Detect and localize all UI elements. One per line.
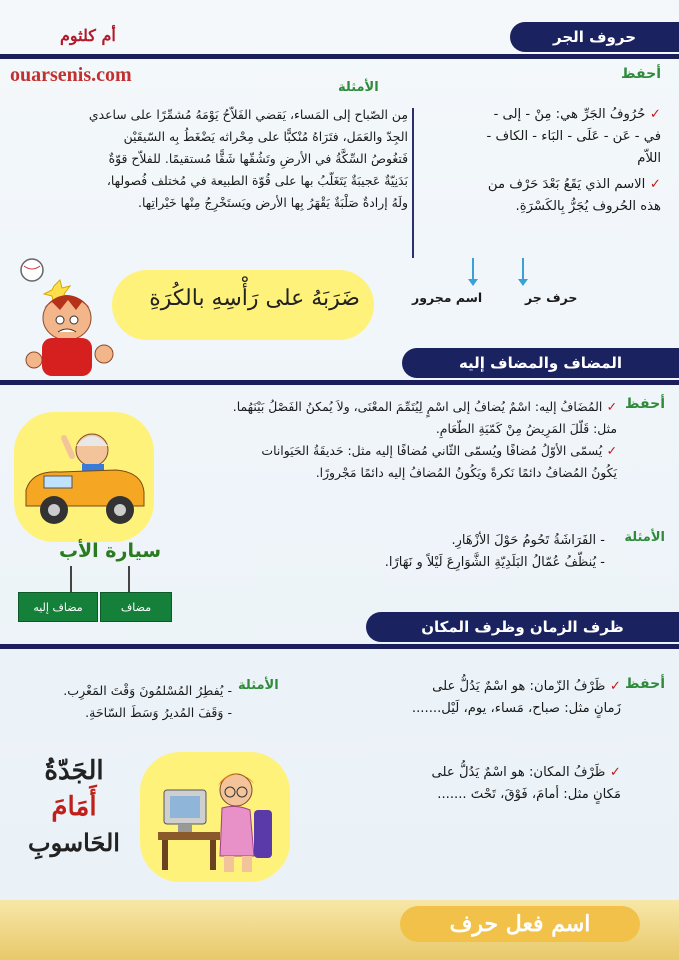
- arrow-icon: [472, 258, 474, 280]
- idafa-caption: سيارة الأب: [58, 540, 162, 562]
- tag-mudaf-ilayh: مضاف إليه: [18, 592, 98, 622]
- connector-line: [70, 566, 72, 592]
- section-band: [0, 54, 679, 59]
- tag-mudaf: مضاف: [100, 592, 172, 622]
- check-icon: ✓: [602, 399, 617, 414]
- check-icon: ✓: [605, 679, 621, 694]
- examples-label: الأمثلة: [238, 678, 279, 693]
- section-title-idafa: المضاف والمضاف إليه: [402, 348, 679, 378]
- examples-label: الأمثلة: [624, 530, 665, 545]
- check-icon: ✓: [645, 177, 661, 192]
- man-driving-car-illustration: [20, 420, 150, 532]
- examples-label: الأمثلة: [338, 80, 379, 95]
- connector-line: [128, 566, 130, 592]
- rule-prepositions: ✓ حُرُوفُ الجَرِّ هي: مِنْ - إلى - في - عَن - عَلَى - البَاء - الكاف - اللاّم ✓ الاسم الذي يَقَعُ بَعْدَ حَرْف من هذه الحُروف يُجَرُّ بِالكَسْرَةِ.: [486, 107, 661, 214]
- section-title-zarf: ظرف الزمان وظرف المكان: [366, 612, 679, 642]
- rule-zarf-zaman: ✓ ظَرْفُ الزّمان: هو اسْمٌ يَدُلُّ على زَمانٍ مثل: صباح، مَساء، يوم، لَيْل.......: [411, 679, 621, 716]
- example-caption: ضَرَبَهُ على رَأْسِهِ بالكُرَةِ: [149, 286, 360, 311]
- check-icon: ✓: [602, 443, 617, 458]
- rule-idafa: ✓ المُضَافُ إليه: اسْمٌ يُضافُ إلى اسْمٍ لِيُتَمِّمَ المعْنَى، ولاَ يُمكنُ الفَصْلُ بَيْنَهُما. مثل: قَلّلَ المَرِيضُ مِنْ كَمّيَةِ الطّعَامِ. ✓ يُسمّى الأوّلُ مُضافًا ويُسمّى الثّاني مُضافًا إليه مثل: حَديقَةُ الحَيَوانات يَكُونُ المُضافُ دائمًا نَكرةً ويَكُونُ المُضافُ إليه دائمًا مَجْرورًا.: [232, 399, 617, 480]
- footer-title: اسم فعل حرف: [400, 906, 640, 942]
- check-icon: ✓: [645, 107, 661, 122]
- examples-text: مِن الصّباح إلى المَساء، يَقضي الفَلاّحُ يَوْمَهُ مُشمِّرًا على ساعدي الجِدّ والعَمَل، فتَرَاهُ مُنْكبًّا على مِحْراثه يَضْغَطُ بِه السّيقَيْن فَتغُوصُ السِّكَّةُ في الأرضِ وتَشُقّها شَقًّا مُستقيمًا. للفلاّح قوّةٌ بَدَنِيّةٌ عَجيبَةٌ يَتَغَلّبُ بها على قُوّة الطبيعة في مُختلف فُصولها، ولَهُ إرادةٌ صَلْبَةٌ يَقْهَرُ بِها الأرض ويَستَخْرِجُ مِنْها خَيْراتِها.: [88, 107, 408, 210]
- rule-zarf-makan: ✓ ظَرْفُ المكان: هو اسْمٌ يَدُلُّ على مَكانٍ مثل: أمامَ، فَوْقَ، تَحْتَ .......: [431, 765, 621, 802]
- label-ism-majrur: اسم مجرور: [412, 290, 483, 305]
- arrow-icon: [522, 258, 524, 280]
- section-title-prepositions: حروف الجر: [510, 22, 679, 52]
- memorize-label: أحفظ: [625, 676, 665, 692]
- author-name: أم كلثوم: [60, 26, 116, 45]
- watermark: ouarsenis.com: [10, 64, 132, 86]
- section-band: [0, 380, 679, 385]
- check-icon: ✓: [605, 765, 621, 780]
- examples-zarf: - يُفطِرُ المُسْلمُونَ وَقْتَ المَغْرِب. - وَقَفَ المُديرُ وَسَطَ السّاحَةِ.: [63, 683, 232, 720]
- section-band: [0, 644, 679, 649]
- zarf-caption: الجَدّةُ أَمَامَ الحَاسوبِ: [28, 756, 120, 857]
- memorize-label: أحفظ: [621, 66, 661, 82]
- examples-idafa: - الفَرَاشَةُ تَحُومُ حَوْلَ الأزْهَارِ. - يُنظّفُ عُمّالُ البَلَدِيّةِ الشَّوَارِعَ لَيْلاً و نَهَارًا.: [384, 533, 605, 570]
- boy-hit-by-ball-illustration: [12, 256, 122, 381]
- memorize-label: أحفظ: [625, 396, 665, 412]
- label-harf-jar: حرف جر: [525, 290, 578, 305]
- grandmother-at-computer-illustration: [150, 760, 280, 878]
